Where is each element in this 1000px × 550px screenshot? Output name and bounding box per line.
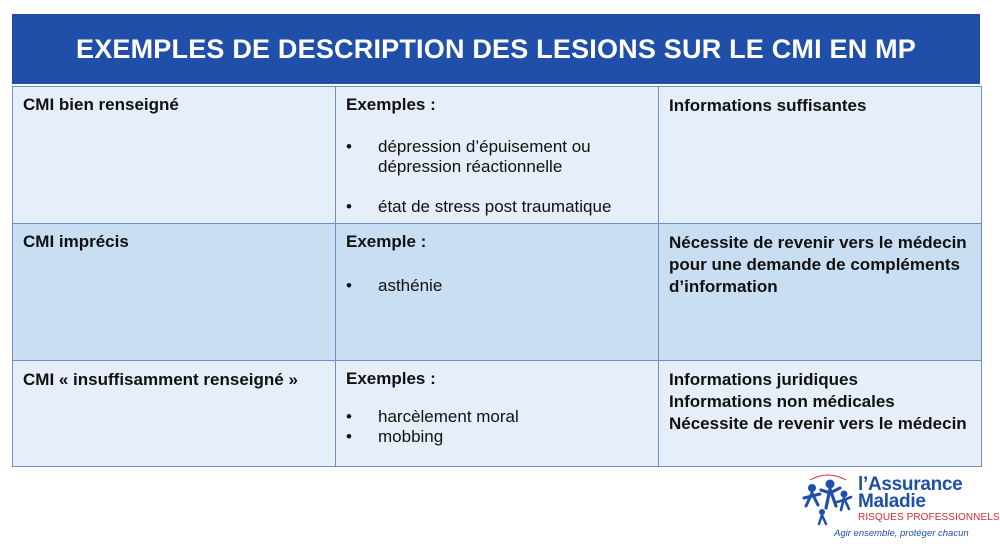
examples-heading: Exemple : [346, 232, 427, 251]
logo-division: RISQUES PROFESSIONNELS [858, 512, 1000, 523]
list-item: • mobbing [346, 427, 648, 447]
row-label: CMI « insuffisamment renseigné » [23, 370, 298, 389]
examples-cell [336, 87, 659, 224]
examples-list [346, 276, 648, 296]
lesions-table [12, 86, 982, 467]
page-title: EXEMPLES DE DESCRIPTION DES LESIONS SUR LE CMI EN MP [75, 33, 917, 64]
info-line: Informations suffisantes [669, 96, 867, 115]
info-line: Nécessite de revenir vers le médecin pour une demande de compléments d’information [669, 233, 967, 296]
row-label-cell [13, 224, 336, 361]
table-row [13, 224, 982, 361]
examples-cell [336, 224, 659, 361]
info-line: Informations juridiques [669, 370, 858, 389]
logo-brand-line1: l’Assurance [858, 474, 963, 495]
info-cell [659, 361, 982, 467]
row-label-cell [13, 87, 336, 224]
info-cell [659, 87, 982, 224]
examples-list [346, 137, 648, 217]
row-label: CMI bien renseigné [23, 95, 179, 114]
info-cell [659, 224, 982, 361]
logo-brand [858, 476, 962, 510]
examples-list [346, 407, 648, 447]
logo-tagline: Agir ensemble, protéger chacun [834, 528, 969, 539]
logo-brand-line2: Maladie [858, 491, 926, 512]
row-label-cell [13, 361, 336, 467]
people-emblem-icon [800, 472, 856, 528]
list-item: • dépression d’épuisement ou dépression réactionnelle [346, 137, 648, 177]
info-line: Nécessite de revenir vers le médecin [669, 414, 967, 433]
examples-heading: Exemples : [346, 369, 436, 388]
list-item: • état de stress post traumatique [346, 197, 648, 217]
table-row [13, 361, 982, 467]
list-item: • asthénie [346, 276, 648, 296]
list-item: • harcèlement moral [346, 407, 648, 427]
row-label: CMI imprécis [23, 232, 129, 251]
title-banner [12, 14, 980, 84]
examples-cell [336, 361, 659, 467]
examples-heading: Exemples : [346, 95, 436, 114]
table-row [13, 87, 982, 224]
assurance-maladie-logo [800, 470, 1000, 546]
info-line: Informations non médicales [669, 392, 895, 411]
